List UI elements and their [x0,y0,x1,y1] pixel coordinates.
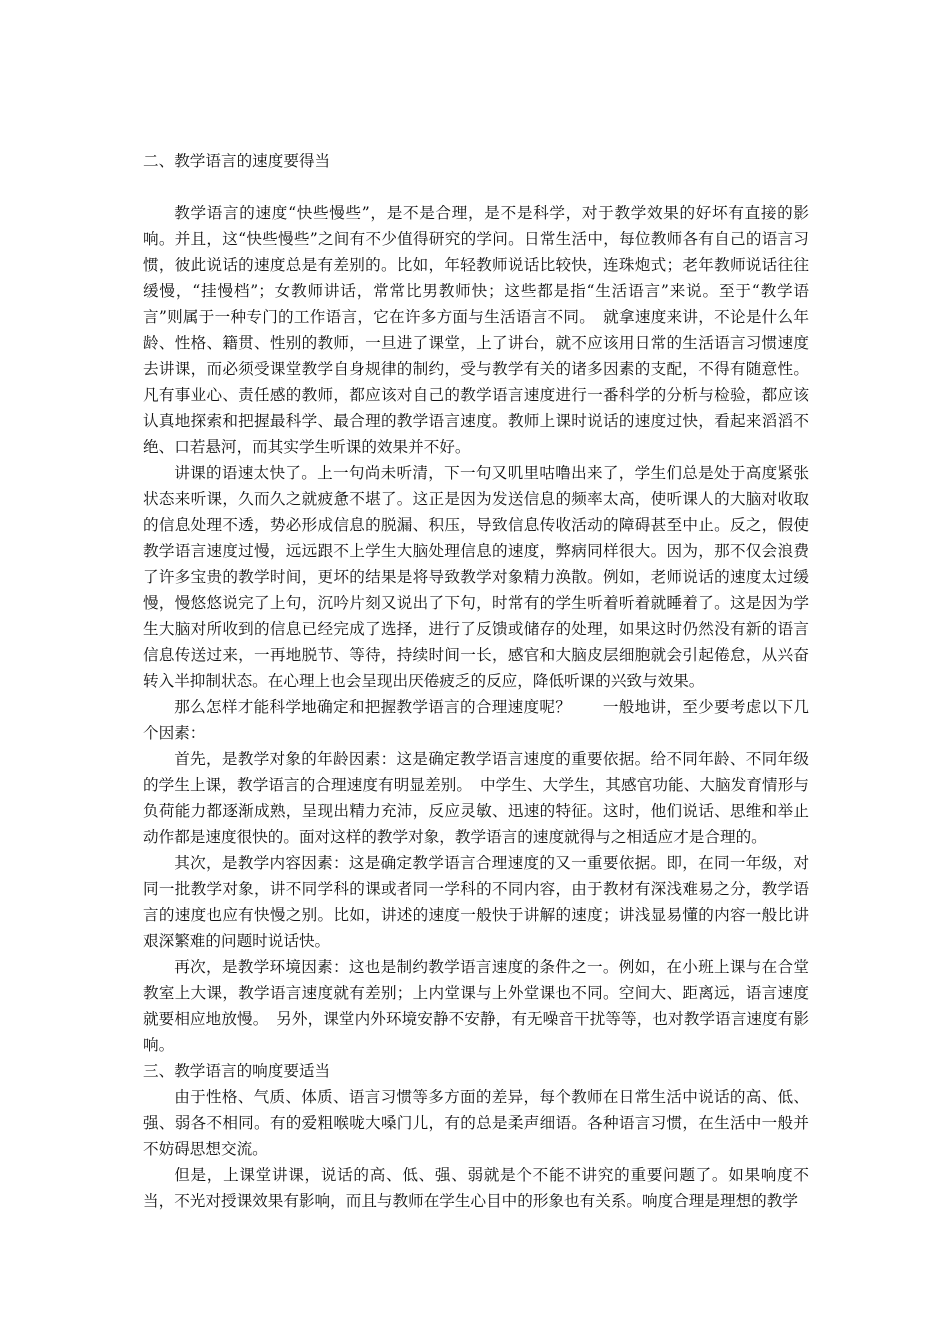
section-heading-speed: 二、教学语言的速度要得当 [143,152,331,170]
paragraph-volume-classroom: 但是，上课堂讲课，说话的高、低、强、弱就是个不能不讲究的重要问题了。如果响度不当，不光对授课效果有影响，而且与教师在学生心目中的形象也有关系。响度合理是理想的教学 [143,1166,809,1210]
paragraph-speed-too-fast: 讲课的语速太快了。上一句尚未听清，下一句又叽里咕噜出来了，学生们总是处于高度紧张状态来听课，久而久之就疲惫不堪了。这正是因为发送信息的频率太高，使听课人的大脑对收取的信息处理不透，势必形成信息的脱漏、积压，导致信息传收活动的障碍甚至中止。反之，假使教学语言速度过慢，远远跟不上学生大脑处理信息的速度，弊病同样很大。因为，那不仅会浪费了许多宝贵的教学时间，更坏的结果是将导致教学对象精力涣散。例如，老师说话的速度太过缓慢，慢悠悠说完了上句，沉吟片刻又说出了下句，时常有的学生听着听着就睡着了。这是因为学生大脑对所收到的信息已经完成了选择，进行了反馈或储存的处理，如果这时仍然没有新的语言信息传送过来，一再地脱节、等待，持续时间一长，感官和大脑皮层细胞就会引起倦怠，从兴奋转入半抑制状态。在心理上也会呈现出厌倦疲乏的反应，降低听课的兴致与效果。 [143,464,809,690]
section-heading-volume: 三、教学语言的响度要适当 [143,1062,331,1080]
blank-line [143,174,809,200]
paragraph-volume-intro: 由于性格、气质、体质、语言习惯等多方面的差异，每个教师在日常生活中说话的高、低、强、弱各不相同。有的爱粗喉咙大嗓门儿，有的总是柔声细语。各种语言习惯，在生活中一般并不妨碍思想交流。 [143,1088,809,1158]
paragraph-speed-intro: 教学语言的速度“快些慢些”，是不是合理，是不是科学，对于教学效果的好坏有直接的影响。并且，这“快些慢些”之间有不少值得研究的学问。日常生活中，每位教师各有自己的语言习惯，彼此说话的速度总是有差别的。比如，年轻教师说话比较快，连珠炮式；老年教师说话往往缓慢，“挂慢档”；女教师讲话，常常比男教师快；这些都是指“生活语言”来说。至于“教学语言”则属于一种专门的工作语言，它在许多方面与生活语言不同。 就拿速度来讲，不论是什么年龄、性格、籍贯、性别的教师，一旦进了课堂，上了讲台，就不应该用日常的生活语言习惯速度去讲课，而必须受课堂教学自身规律的制约，受与教学有关的诸多因素的支配，不得有随意性。凡有事业心、责任感的教师，都应该对自己的教学语言速度进行一番科学的分析与检验，都应该认真地探索和把握最科学、最合理的教学语言速度。教师上课时说话的速度过快，看起来滔滔不绝、口若悬河，而其实学生听课的效果并不好。 [143,204,809,456]
paragraph-factor-age: 首先，是教学对象的年龄因素：这是确定教学语言速度的重要依据。给不同年龄、不同年级的学生上课，教学语言的合理速度有明显差别。 中学生、大学生，其感官功能、大脑发育情形与负荷能力都逐渐成熟，呈现出精力充沛，反应灵敏、迅速的特征。这时，他们说话、思维和举止动作都是速度很快的。面对这样的教学对象，教学语言的速度就得与之相适应才是合理的。 [143,750,809,846]
paragraph-factor-environment: 再次，是教学环境因素：这也是制约教学语言速度的条件之一。例如，在小班上课与在合堂教室上大课，教学语言速度就有差别；上内堂课与上外堂课也不同。空间大、距离远，语言速度就要相应地放慢。 另外，课堂内外环境安静不安静，有无噪音干扰等等，也对教学语言速度有影响。 [143,958,809,1054]
document-body [143,148,809,1214]
paragraph-speed-question: 那么怎样才能科学地确定和把握教学语言的合理速度呢？ 一般地讲，至少要考虑以下几个因素： [143,698,809,742]
paragraph-factor-content: 其次，是教学内容因素：这是确定教学语言合理速度的又一重要依据。即，在同一年级，对同一批教学对象，讲不同学科的课或者同一学科的不同内容，由于教材有深浅难易之分，教学语言的速度也应有快慢之别。比如，讲述的速度一般快于讲解的速度；讲浅显易懂的内容一般比讲艰深繁难的问题时说话快。 [143,854,809,950]
